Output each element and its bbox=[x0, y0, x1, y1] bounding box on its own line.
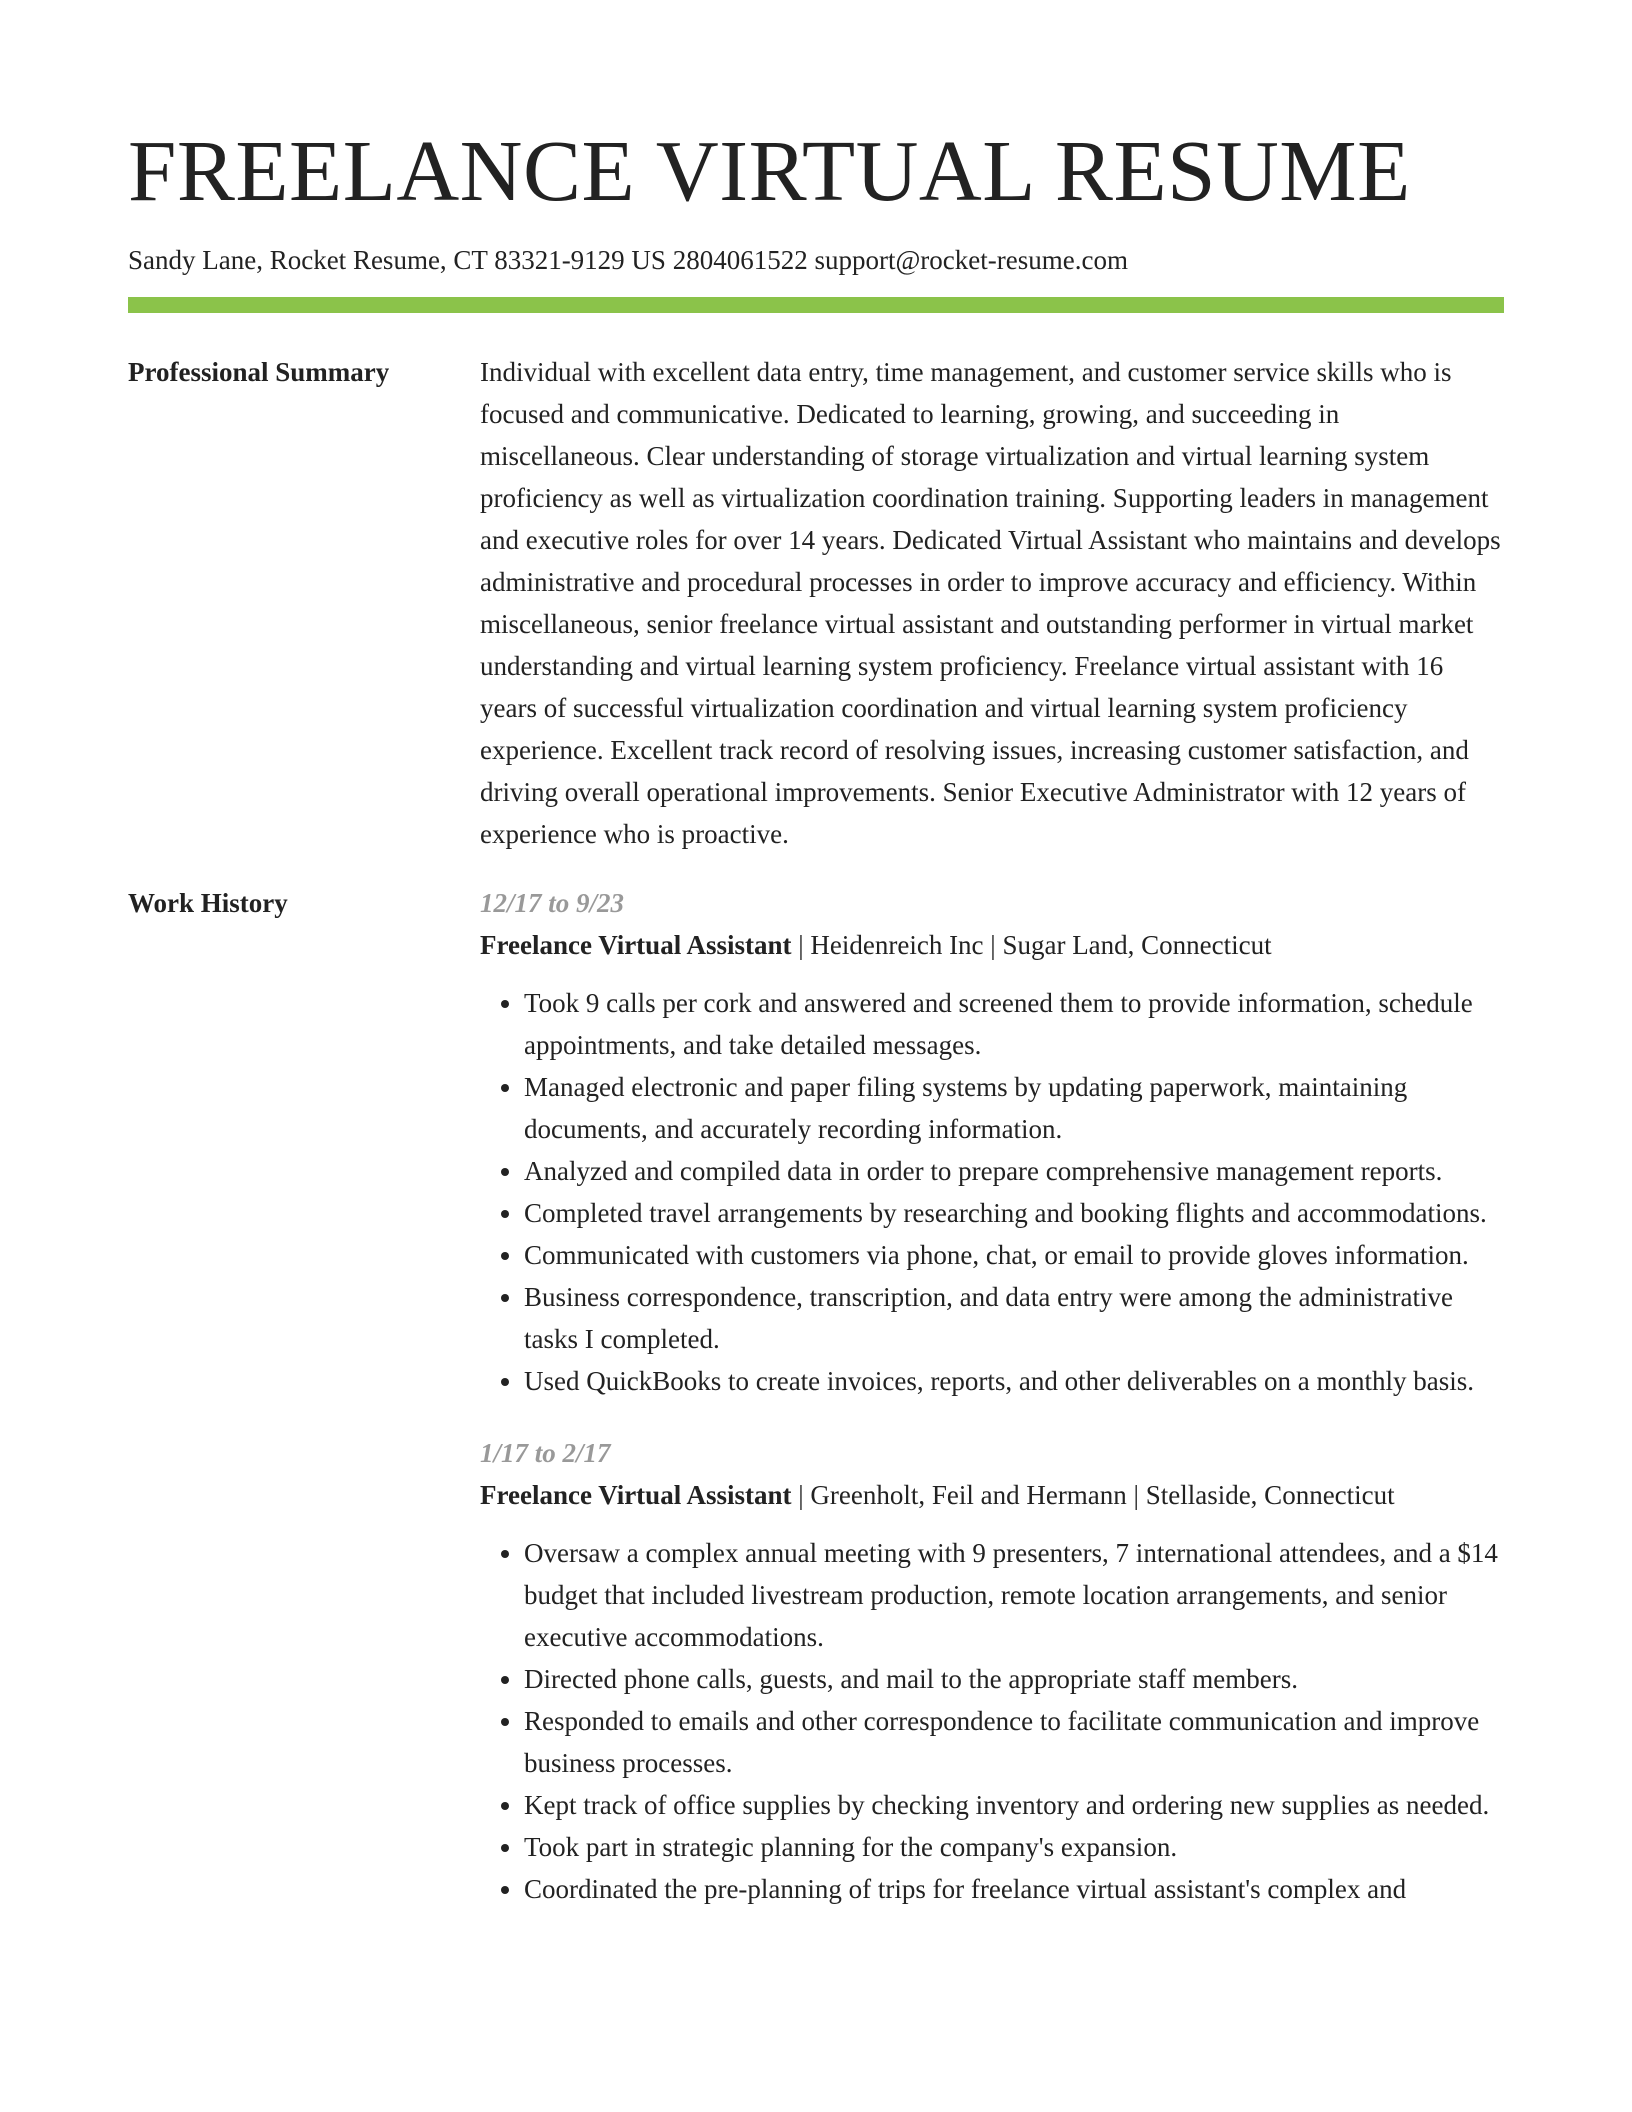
job-title: Freelance Virtual Assistant bbox=[480, 930, 792, 960]
summary-text: Individual with excellent data entry, time management, and customer service skills who is focused and communicative. Dedicated to learning, growing, and succeeding in miscellaneous. Clear understanding of storage virtualization and virtual learning system proficiency as well as virtualization coordination training. Supporting leaders in management and executive roles for over 14 years. Dedicated Virtual Assistant who maintains and develops administrative and procedural processes in order to improve accuracy and efficiency. Within miscellaneous, senior freelance virtual assistant and outstanding performer in virtual market understanding and virtual learning system proficiency. Freelance virtual assistant with 16 years of successful virtualization coordination and virtual learning system proficiency experience. Excellent track record of resolving issues, increasing customer satisfaction, and driving overall operational improvements. Senior Executive Administrator with 12 years of experience who is proactive. bbox=[480, 357, 1501, 849]
job-title: Freelance Virtual Assistant bbox=[480, 1480, 792, 1510]
section-label-summary: Professional Summary bbox=[128, 357, 390, 387]
job-bullet: • Coordinated the pre-planning of trips for freelance virtual assistant's complex and bbox=[524, 1868, 1504, 1910]
job-bullet: • Took 9 calls per cork and answered and screened them to provide information, schedule appointments, and take detailed messages. bbox=[524, 982, 1504, 1066]
job-details: | Greenholt, Feil and Hermann | Stellaside, Connecticut bbox=[791, 1480, 1395, 1510]
job-bullet: • Took part in strategic planning for the company's expansion. bbox=[524, 1826, 1504, 1868]
job-title-line bbox=[480, 1474, 1504, 1516]
professional-summary-section bbox=[128, 351, 1504, 855]
job-bullet: • Directed phone calls, guests, and mail to the appropriate staff members. bbox=[524, 1658, 1504, 1700]
job-bullet: • Completed travel arrangements by researching and booking flights and accommodations. bbox=[524, 1192, 1504, 1234]
work-history-section bbox=[128, 882, 1504, 1940]
job-bullet: • Analyzed and compiled data in order to prepare comprehensive management reports. bbox=[524, 1150, 1504, 1192]
resume-title: FREELANCE VIRTUAL RESUME bbox=[128, 122, 1411, 219]
job-bullet: • Responded to emails and other correspondence to facilitate communication and improve business processes. bbox=[524, 1700, 1504, 1784]
job-title-line bbox=[480, 924, 1504, 966]
resume-page bbox=[128, 0, 1504, 1940]
job-bullet: • Used QuickBooks to create invoices, reports, and other deliverables on a monthly basis. bbox=[524, 1360, 1504, 1402]
job-entry bbox=[480, 882, 1504, 1402]
summary-body bbox=[480, 351, 1504, 855]
section-label-work: Work History bbox=[128, 888, 288, 918]
job-dates: 12/17 to 9/23 bbox=[480, 888, 625, 918]
accent-rule bbox=[128, 297, 1504, 313]
job-entry bbox=[480, 1432, 1504, 1910]
job-dates: 1/17 to 2/17 bbox=[480, 1438, 611, 1468]
job-bullets bbox=[480, 1532, 1504, 1910]
job-bullet: • Kept track of office supplies by checking inventory and ordering new supplies as needed. bbox=[524, 1784, 1504, 1826]
work-body bbox=[480, 882, 1504, 1940]
job-bullet: • Business correspondence, transcription, and data entry were among the administrative tasks I completed. bbox=[524, 1276, 1504, 1360]
job-bullet: • Managed electronic and paper filing systems by updating paperwork, maintaining documents, and accurately recording information. bbox=[524, 1066, 1504, 1150]
job-details: | Heidenreich Inc | Sugar Land, Connecticut bbox=[791, 930, 1272, 960]
contact-line: Sandy Lane, Rocket Resume, CT 83321-9129 US 2804061522 support@rocket-resume.com bbox=[128, 245, 1128, 275]
job-bullets bbox=[480, 982, 1504, 1402]
job-bullet: • Communicated with customers via phone, chat, or email to provide gloves information. bbox=[524, 1234, 1504, 1276]
job-bullet: • Oversaw a complex annual meeting with 9 presenters, 7 international attendees, and a $14 budget that included livestream production, remote location arrangements, and senior executive accommodations. bbox=[524, 1532, 1504, 1658]
